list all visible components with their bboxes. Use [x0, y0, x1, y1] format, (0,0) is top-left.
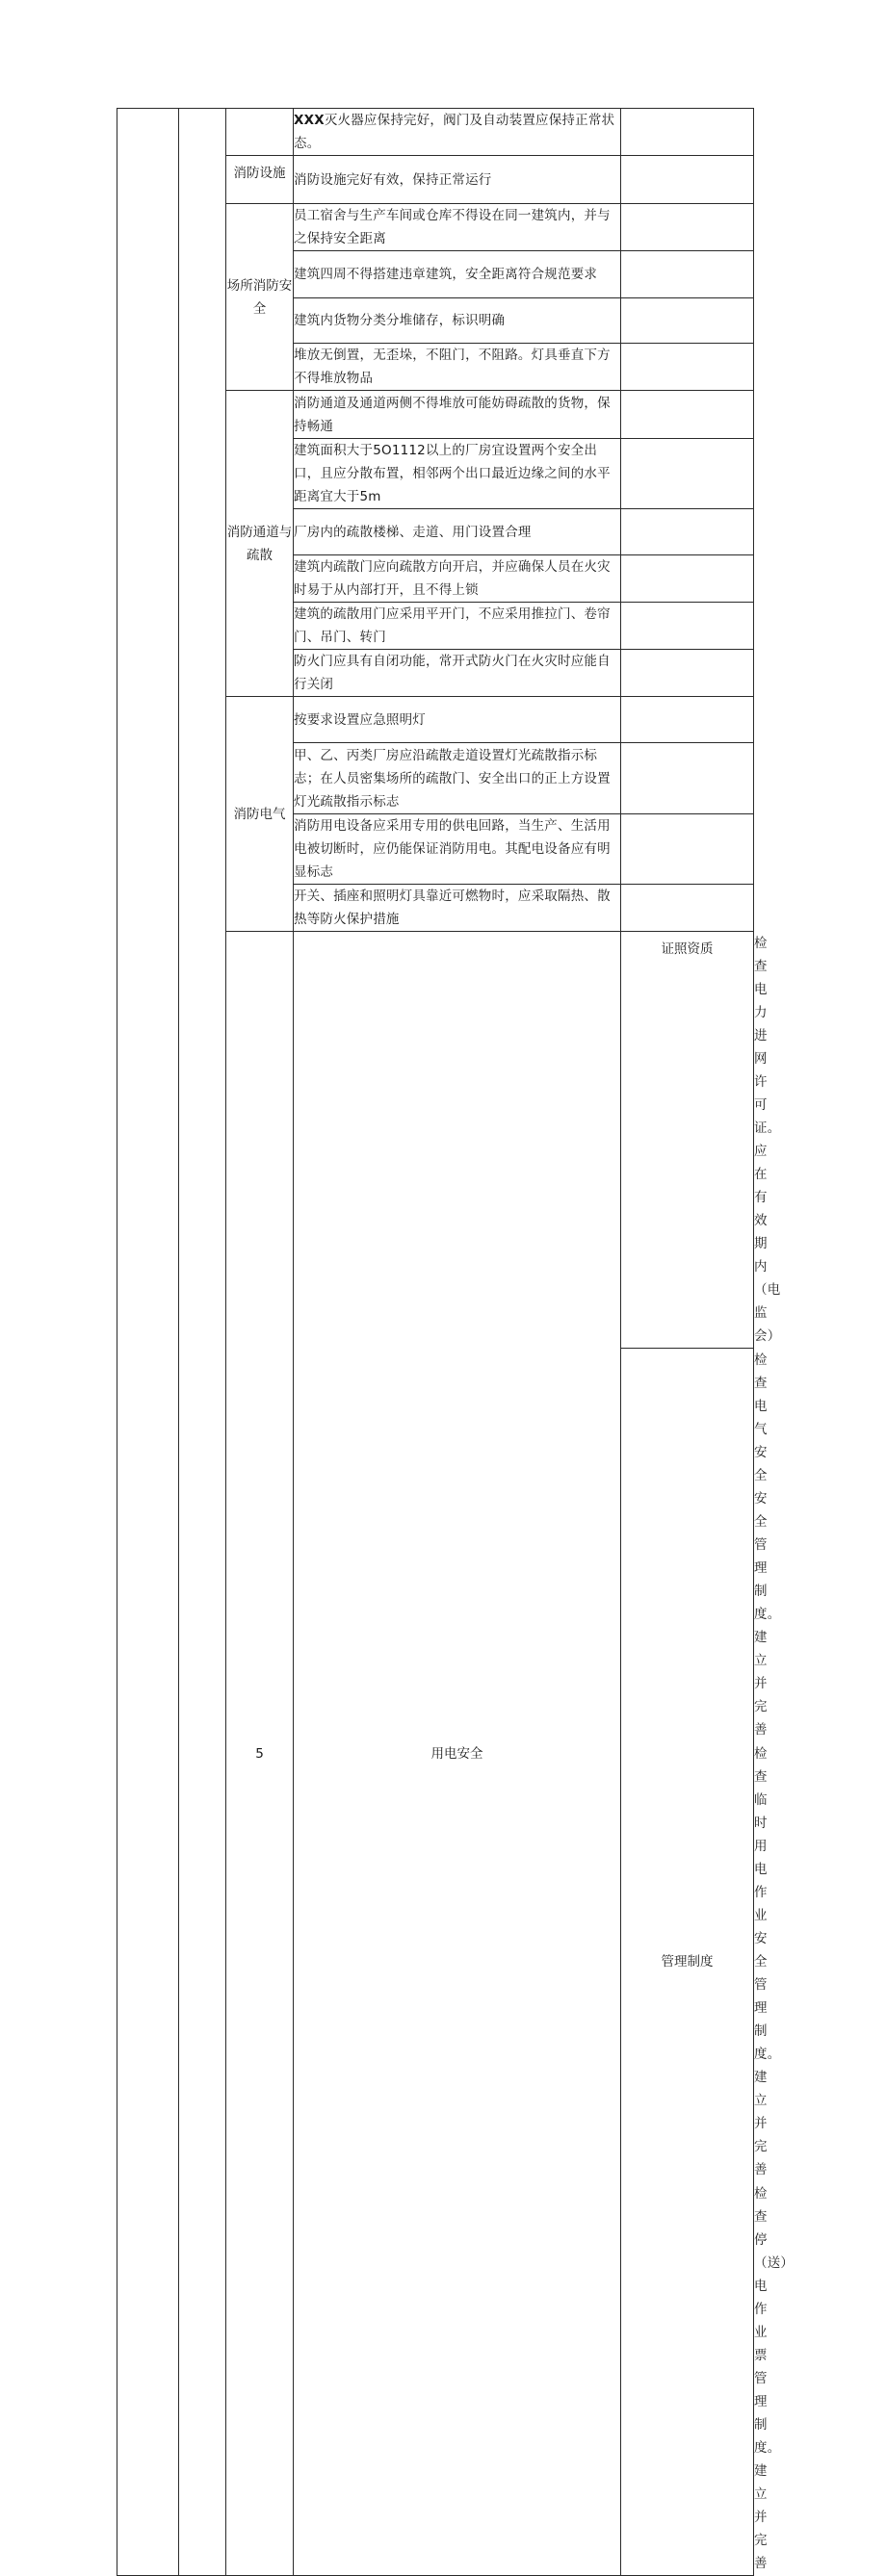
inspection-table: [117, 108, 795, 2576]
result-cell: [621, 603, 754, 650]
requirement-text: 建筑内疏散门应向疏散方向开启，并应确保人员在火灾时易于从内部打开，且不得上锁: [294, 555, 621, 603]
requirement-text: 建筑内货物分类分堆储存，标识明确: [294, 298, 621, 344]
requirement-text: 员工宿舍与生产车间或仓库不得设在同一建筑内，并与之保持安全距离: [294, 204, 621, 251]
table-row: 检查停（送）电作业票管理制度。建立并完善: [754, 2186, 795, 2571]
result-cell: [621, 204, 754, 251]
item-number: 5: [226, 932, 294, 2576]
result-cell: [621, 109, 754, 156]
requirement-text: 建筑面积大于5O1112以上的厂房宜设置两个安全出口，且应分散布置，相邻两个出口最近边缘之间的水平距离宜大于5m: [294, 439, 621, 509]
placeholder-code: XXX: [294, 113, 325, 128]
result-cell: [621, 439, 754, 509]
result-cell: [621, 509, 754, 555]
requirement-text: 消防设施完好有效，保持正常运行: [294, 156, 621, 204]
section-label-fire-facilities: 消防设施: [226, 156, 294, 204]
section-label-site-fire-safety: 场所消防安全: [226, 204, 294, 391]
requirement-text: 消防通道及通道两侧不得堆放可能妨碍疏散的货物，保持畅通: [294, 391, 621, 439]
section-label-management-system: 管理制度: [621, 1349, 754, 2576]
requirement-text: 开关、插座和照明灯具靠近可燃物时，应采取隔热、散热等防火保护措施: [294, 885, 621, 932]
result-cell: [621, 156, 754, 204]
table-row: 检查临时用电作业安全管理制度。建立并完善: [754, 1746, 781, 2177]
section-label-fire-electrical: 消防电气: [226, 697, 294, 932]
requirement-text: 甲、乙、丙类厂房应沿疏散走道设置灯光疏散指示标志；在人员密集场所的疏散门、安全出口的正上方设置灯光疏散指示标志: [294, 743, 621, 814]
result-cell: [621, 814, 754, 885]
requirement-text: XXX灭火器应保持完好，阀门及自动装置应保持正常状态。: [294, 109, 621, 156]
requirement-text: 堆放无倒置，无歪垛，不阻门，不阻路。灯具垂直下方不得堆放物品: [294, 344, 621, 391]
requirement-text: 消防用电设备应采用专用的供电回路，当生产、生活用电被切断时，应仍能保证消防用电。其配电设备应有明显标志: [294, 814, 621, 885]
result-cell: [621, 298, 754, 344]
table-row: 5 用电安全 证照资质 检查电力进网许可证。应在有效期内（电监会）: [117, 932, 754, 1349]
requirement-text: 建筑四周不得搭建违章建筑，安全距离符合规范要求: [294, 251, 621, 298]
requirement-text: 建筑的疏散用门应采用平开门，不应采用推拉门、卷帘门、吊门、转门: [294, 603, 621, 650]
result-cell: [621, 743, 754, 814]
section-label-license: 证照资质: [621, 932, 754, 1349]
requirement-text: 防火门应具有自闭功能，常开式防火门在火灾时应能自行关闭: [294, 650, 621, 697]
result-cell: [621, 555, 754, 603]
section-label-fire-passage-evacuation: 消防通道与疏散: [226, 391, 294, 697]
table-row: 管理制度 检查电气安全安全管理制度。建立并完善: [117, 1349, 754, 1742]
result-cell: [621, 344, 754, 391]
result-cell: [621, 251, 754, 298]
requirement-text: 厂房内的疏散楼梯、走道、用门设置合理: [294, 509, 621, 555]
table-row: [117, 109, 754, 156]
result-cell: [621, 650, 754, 697]
result-cell: [621, 885, 754, 932]
area-cell-blank: [179, 109, 226, 2576]
number-cell-blank: [117, 109, 179, 2576]
result-cell: [621, 697, 754, 743]
area-label-electrical-safety: 用电安全: [294, 932, 621, 2576]
requirement-text: 按要求设置应急照明灯: [294, 697, 621, 743]
section-cell-blank: [226, 109, 294, 156]
result-cell: [621, 391, 754, 439]
